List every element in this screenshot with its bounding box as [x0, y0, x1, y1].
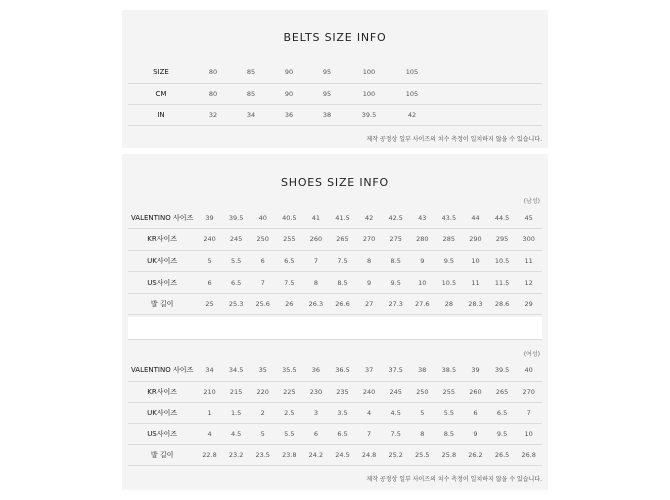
size-cell: 100	[346, 62, 392, 83]
size-cell: 22.8	[196, 445, 223, 466]
size-cell: 44	[462, 207, 489, 229]
size-cell: 4	[196, 424, 223, 445]
size-cell: 26.2	[462, 445, 489, 466]
table-row	[128, 402, 542, 423]
size-cell: 255	[276, 229, 303, 251]
size-cell: 42	[392, 104, 432, 125]
size-cell: 290	[462, 229, 489, 251]
size-cell: 39.5	[223, 207, 250, 229]
row-label: KR사이즈	[128, 381, 196, 402]
size-cell: 7.5	[382, 424, 409, 445]
size-cell: 10	[515, 424, 542, 445]
size-cell: 4.5	[223, 424, 250, 445]
size-cell: 27	[356, 293, 383, 315]
size-cell: 38.5	[436, 360, 463, 381]
size-cell: 41	[303, 207, 330, 229]
size-cell: 210	[196, 381, 223, 402]
size-cell: 39.5	[489, 360, 516, 381]
empty-cell	[432, 83, 542, 104]
belts-title: BELTS SIZE INFO	[283, 31, 387, 44]
table-row	[128, 445, 542, 466]
size-cell: 95	[308, 83, 346, 104]
size-cell: 245	[223, 229, 250, 251]
row-label: SIZE	[128, 62, 194, 83]
table-row	[128, 62, 542, 83]
size-cell: 34.5	[223, 360, 250, 381]
size-cell: 240	[196, 229, 223, 251]
size-cell: 240	[356, 381, 383, 402]
size-cell: 39.5	[346, 104, 392, 125]
size-cell: 7.5	[276, 272, 303, 294]
men-size-table	[128, 207, 542, 315]
size-cell: 43.5	[436, 207, 463, 229]
size-cell: 280	[409, 229, 436, 251]
shoes-title: SHOES SIZE INFO	[280, 176, 389, 189]
size-cell: 8.5	[436, 424, 463, 445]
table-row	[128, 293, 542, 315]
table-row	[128, 207, 542, 229]
size-cell: 37	[356, 360, 383, 381]
size-cell: 41.5	[329, 207, 356, 229]
size-cell: 26.8	[515, 445, 542, 466]
size-cell: 1.5	[223, 402, 250, 423]
size-cell: 11	[515, 250, 542, 272]
size-cell: 250	[409, 381, 436, 402]
size-cell: 295	[489, 229, 516, 251]
size-cell: 1	[196, 402, 223, 423]
belts-note: 제작 공정상 일부 사이즈의 치수 측정이 일치하지 않을 수 있습니다.	[366, 136, 542, 143]
size-cell: 95	[308, 62, 346, 83]
size-cell: 38	[308, 104, 346, 125]
size-cell: 5	[196, 250, 223, 272]
size-cell: 225	[276, 381, 303, 402]
size-cell: 5.5	[436, 402, 463, 423]
size-cell: 25.3	[223, 293, 250, 315]
size-cell: 24.2	[303, 445, 330, 466]
size-cell: 230	[303, 381, 330, 402]
size-cell: 24.5	[329, 445, 356, 466]
size-cell: 11	[462, 272, 489, 294]
women-size-table	[128, 360, 542, 466]
size-cell: 9.5	[436, 250, 463, 272]
size-cell: 10.5	[436, 272, 463, 294]
size-cell: 5	[409, 402, 436, 423]
row-label: UK사이즈	[128, 402, 196, 423]
size-cell: 6	[462, 402, 489, 423]
size-cell: 25.8	[436, 445, 463, 466]
size-cell: 8.5	[382, 250, 409, 272]
size-cell: 9	[409, 250, 436, 272]
size-cell: 220	[249, 381, 276, 402]
size-cell: 44.5	[489, 207, 516, 229]
size-cell: 7	[249, 272, 276, 294]
table-row	[128, 424, 542, 445]
size-cell: 250	[249, 229, 276, 251]
empty-cell	[432, 104, 542, 125]
size-cell: 40.5	[276, 207, 303, 229]
size-cell: 235	[329, 381, 356, 402]
size-cell: 4.5	[382, 402, 409, 423]
size-cell: 11.5	[489, 272, 516, 294]
belts-size-panel	[122, 10, 548, 148]
size-cell: 3	[303, 402, 330, 423]
size-cell: 255	[436, 381, 463, 402]
size-cell: 2.5	[276, 402, 303, 423]
size-cell: 105	[392, 62, 432, 83]
shoes-size-panel	[122, 154, 548, 490]
size-cell: 29	[515, 293, 542, 315]
size-cell: 90	[270, 62, 308, 83]
size-cell: 28.6	[489, 293, 516, 315]
size-cell: 28.3	[462, 293, 489, 315]
size-cell: 8	[303, 272, 330, 294]
size-cell: 26.5	[489, 445, 516, 466]
size-cell: 10	[409, 272, 436, 294]
empty-cell	[432, 62, 542, 83]
table-row	[128, 229, 542, 251]
size-cell: 39	[196, 207, 223, 229]
size-cell: 37.5	[382, 360, 409, 381]
size-cell: 265	[489, 381, 516, 402]
row-label: VALENTINO 사이즈	[128, 360, 196, 381]
size-cell: 105	[392, 83, 432, 104]
table-row	[128, 250, 542, 272]
size-cell: 23.5	[249, 445, 276, 466]
size-cell: 270	[356, 229, 383, 251]
size-cell: 270	[515, 381, 542, 402]
row-label: VALENTINO 사이즈	[128, 207, 196, 229]
size-cell: 7	[303, 250, 330, 272]
size-cell: 26	[276, 293, 303, 315]
table-row	[128, 381, 542, 402]
size-cell: 36	[270, 104, 308, 125]
size-cell: 24.8	[356, 445, 383, 466]
size-cell: 27.6	[409, 293, 436, 315]
belts-size-table	[128, 62, 542, 126]
row-label: US사이즈	[128, 272, 196, 294]
size-cell: 90	[270, 83, 308, 104]
row-label: US사이즈	[128, 424, 196, 445]
size-cell: 245	[382, 381, 409, 402]
table-row	[128, 83, 542, 104]
size-cell: 40	[249, 207, 276, 229]
row-label: 발 길이	[128, 293, 196, 315]
size-cell: 39	[462, 360, 489, 381]
size-cell: 6.5	[329, 424, 356, 445]
size-cell: 80	[194, 62, 232, 83]
row-label: CM	[128, 83, 194, 104]
size-cell: 80	[194, 83, 232, 104]
size-cell: 6	[196, 272, 223, 294]
size-cell: 9	[462, 424, 489, 445]
size-cell: 12	[515, 272, 542, 294]
size-cell: 10.5	[489, 250, 516, 272]
size-cell: 8	[409, 424, 436, 445]
size-cell: 100	[346, 83, 392, 104]
size-cell: 45	[515, 207, 542, 229]
size-cell: 85	[232, 62, 270, 83]
size-cell: 43	[409, 207, 436, 229]
size-cell: 36.5	[329, 360, 356, 381]
table-spacer	[128, 317, 542, 340]
size-cell: 27.3	[382, 293, 409, 315]
size-cell: 25.2	[382, 445, 409, 466]
size-cell: 260	[303, 229, 330, 251]
size-cell: 7	[356, 424, 383, 445]
size-cell: 38	[409, 360, 436, 381]
size-cell: 26.6	[329, 293, 356, 315]
size-cell: 23.2	[223, 445, 250, 466]
size-cell: 285	[436, 229, 463, 251]
table-row	[128, 104, 542, 125]
size-cell: 34	[232, 104, 270, 125]
size-cell: 35	[249, 360, 276, 381]
women-label: (여성)	[523, 351, 540, 358]
size-cell: 9.5	[489, 424, 516, 445]
size-cell: 6.5	[276, 250, 303, 272]
size-cell: 6.5	[223, 272, 250, 294]
size-cell: 9	[356, 272, 383, 294]
size-cell: 8.5	[329, 272, 356, 294]
size-cell: 36	[303, 360, 330, 381]
size-cell: 275	[382, 229, 409, 251]
size-cell: 2	[249, 402, 276, 423]
size-cell: 8	[356, 250, 383, 272]
row-label: KR사이즈	[128, 229, 196, 251]
men-label: (남성)	[523, 198, 540, 205]
size-cell: 10	[462, 250, 489, 272]
size-cell: 3.5	[329, 402, 356, 423]
size-cell: 6	[249, 250, 276, 272]
shoes-note: 제작 공정상 일부 사이즈의 치수 측정이 일치하지 않을 수 있습니다.	[366, 476, 542, 483]
size-cell: 28	[436, 293, 463, 315]
size-cell: 7.5	[329, 250, 356, 272]
row-label: 발 길이	[128, 445, 196, 466]
size-cell: 7	[515, 402, 542, 423]
row-label: UK사이즈	[128, 250, 196, 272]
size-cell: 25.5	[409, 445, 436, 466]
size-cell: 42	[356, 207, 383, 229]
size-cell: 5.5	[276, 424, 303, 445]
size-cell: 6.5	[489, 402, 516, 423]
size-cell: 5.5	[223, 250, 250, 272]
size-cell: 9.5	[382, 272, 409, 294]
size-cell: 26.3	[303, 293, 330, 315]
row-label: IN	[128, 104, 194, 125]
size-cell: 265	[329, 229, 356, 251]
table-row	[128, 360, 542, 381]
size-cell: 4	[356, 402, 383, 423]
size-cell: 32	[194, 104, 232, 125]
size-cell: 85	[232, 83, 270, 104]
size-cell: 40	[515, 360, 542, 381]
size-cell: 215	[223, 381, 250, 402]
size-cell: 260	[462, 381, 489, 402]
size-cell: 25.6	[249, 293, 276, 315]
size-cell: 42.5	[382, 207, 409, 229]
size-cell: 6	[303, 424, 330, 445]
table-row	[128, 272, 542, 294]
size-cell: 35.5	[276, 360, 303, 381]
size-cell: 300	[515, 229, 542, 251]
size-cell: 34	[196, 360, 223, 381]
size-cell: 5	[249, 424, 276, 445]
size-cell: 25	[196, 293, 223, 315]
size-cell: 23.8	[276, 445, 303, 466]
